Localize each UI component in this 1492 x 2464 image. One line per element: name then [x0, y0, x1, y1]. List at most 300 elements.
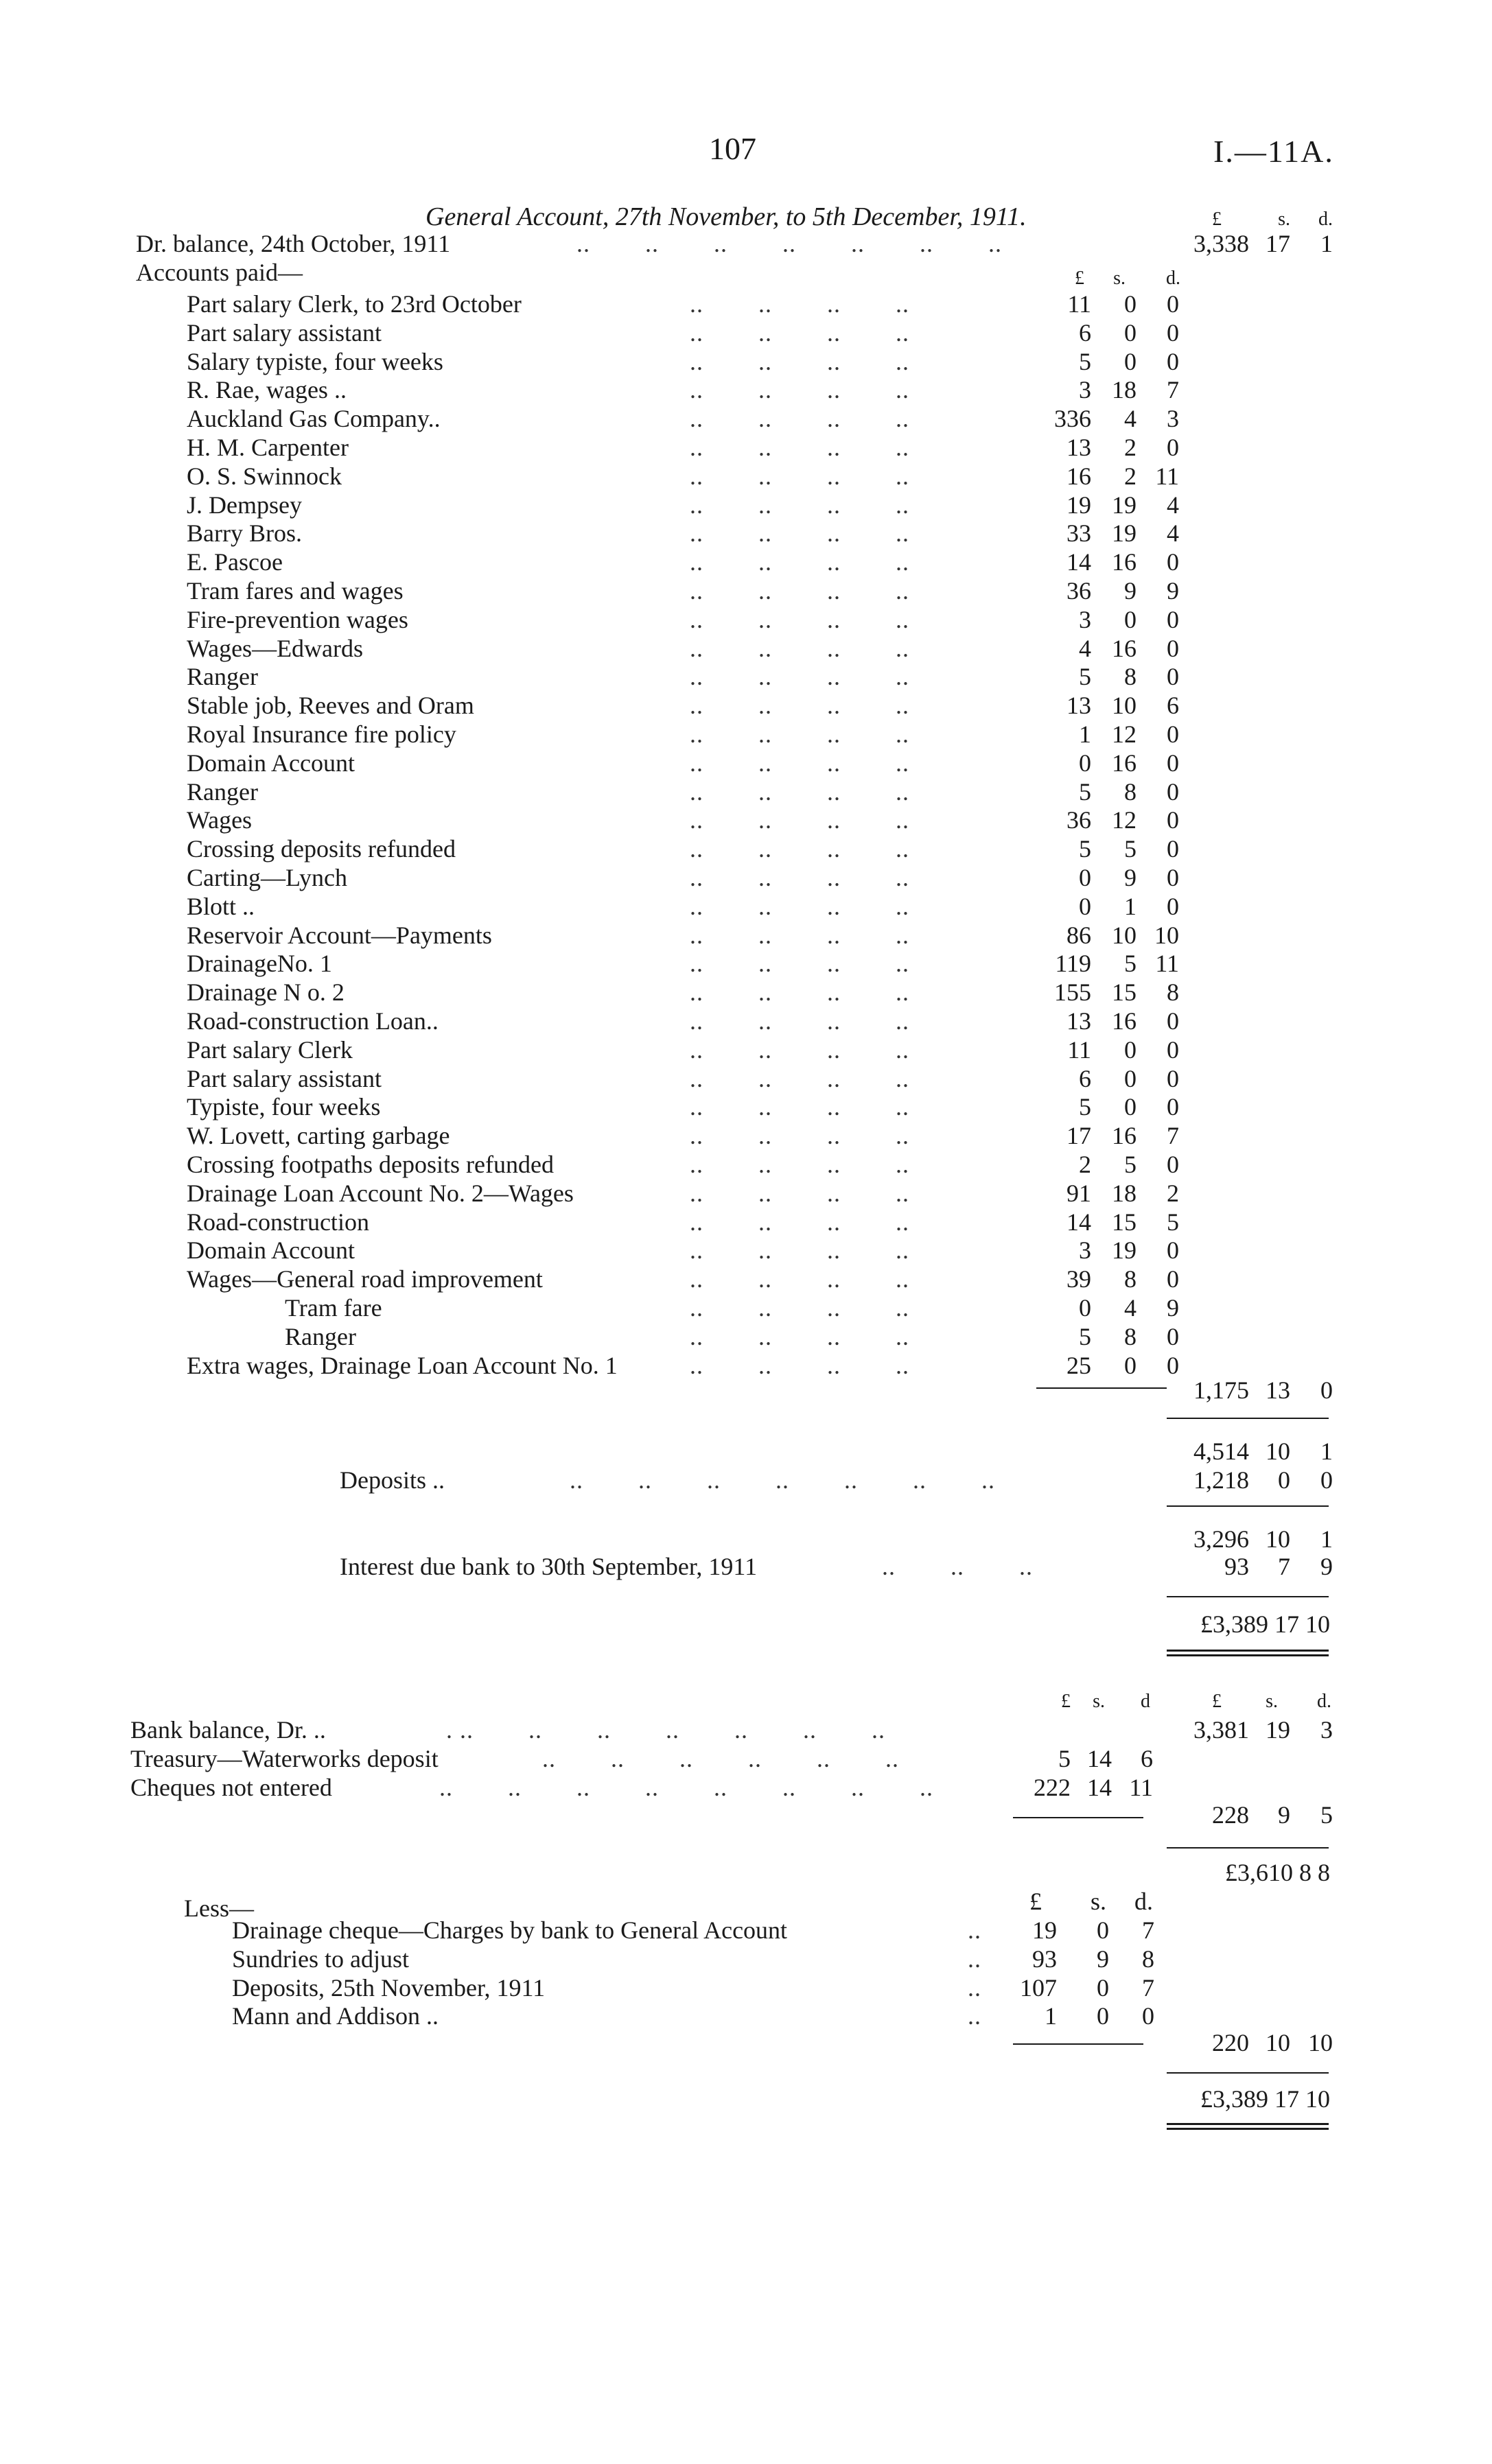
payment-pounds: 4 [1079, 635, 1091, 662]
bank-sum-pence: 5 [1320, 1801, 1333, 1829]
opening-pence: 1 [1320, 230, 1333, 257]
payment-label: Ranger [187, 778, 258, 806]
leader-dots: .. .. .. .. [690, 1236, 909, 1264]
payment-pounds: 14 [1066, 1208, 1091, 1236]
deposits-row [0, 1466, 1492, 1494]
leader-dots: .. .. .. .. [690, 1352, 909, 1379]
payment-label: Royal Insurance fire policy [187, 720, 456, 748]
leader-dots: .. .. .. .. [690, 1208, 909, 1236]
payment-row [0, 404, 1492, 433]
payment-shillings: 0 [1124, 319, 1137, 347]
payment-row [0, 691, 1492, 720]
payment-label: Blott .. [187, 893, 255, 920]
treasury-shillings: 14 [1087, 1745, 1112, 1772]
payment-label: Wages [187, 806, 253, 834]
payment-label: Domain Account [187, 749, 355, 777]
subtotal1-pounds: 4,514 [1193, 1438, 1249, 1465]
payment-pence: 0 [1167, 1007, 1179, 1035]
payment-shillings: 8 [1124, 1323, 1137, 1350]
cheques-shillings: 14 [1087, 1774, 1112, 1801]
leader-dots: .. [968, 1945, 981, 1973]
payment-shillings: 0 [1124, 606, 1137, 633]
col-header-pence: d. [1318, 209, 1333, 230]
leader-dots: .. .. .. .. [690, 950, 909, 977]
leader-dots: .. .. .. .. [690, 491, 909, 519]
payment-pounds: 155 [1054, 978, 1091, 1006]
payment-pounds: 0 [1079, 1294, 1091, 1322]
less-total-rule [1167, 2072, 1329, 2074]
payment-label: Domain Account [187, 1236, 355, 1264]
final-total: £3,389 17 10 [1200, 2085, 1330, 2113]
leader-dots: .. .. .. .. [690, 835, 909, 863]
bank-balance-pence: 3 [1320, 1716, 1333, 1744]
payment-pence: 3 [1167, 405, 1179, 432]
payment-pence: 11 [1155, 950, 1179, 977]
inner-header-pounds: £ [1075, 268, 1084, 289]
payment-label: Wages—General road improvement [187, 1265, 543, 1293]
less-item-pence: 7 [1142, 1916, 1154, 1944]
leader-dots: .. .. .. .. [690, 1007, 909, 1035]
less-item-pence: 7 [1142, 1974, 1154, 2002]
payment-label: Fire-prevention wages [187, 606, 408, 633]
payment-pounds: 5 [1079, 1093, 1091, 1120]
interest-shillings: 7 [1278, 1553, 1290, 1580]
payment-shillings: 0 [1124, 1093, 1137, 1120]
leader-dots: .. .. .. .. [690, 606, 909, 633]
less-row [0, 1916, 1492, 1945]
payment-row [0, 1236, 1492, 1265]
payment-pounds: 39 [1066, 1265, 1091, 1293]
less-item-pounds: 1 [1045, 2002, 1057, 2030]
leader-dots: . .. .. .. .. .. .. .. [446, 1716, 885, 1744]
leader-dots: .. .. .. [882, 1553, 1033, 1580]
payment-pence: 0 [1167, 1065, 1179, 1092]
col-header-pounds: £ [1212, 209, 1222, 230]
payment-pence: 0 [1167, 864, 1179, 891]
payment-pence: 0 [1167, 720, 1179, 748]
subtotal1-rule [1167, 1418, 1329, 1419]
leader-dots: .. .. .. .. [690, 319, 909, 347]
payment-row [0, 720, 1492, 749]
payments-total-pence: 0 [1320, 1376, 1333, 1404]
less-sum-row [0, 2028, 1492, 2057]
payment-label: Ranger [285, 1323, 356, 1350]
less-item-pounds: 19 [1032, 1916, 1057, 1944]
leader-dots: .. .. .. .. [690, 1065, 909, 1092]
payment-pounds: 11 [1067, 1036, 1091, 1064]
payment-pence: 0 [1167, 835, 1179, 863]
leader-dots: .. .. .. .. [690, 720, 909, 748]
payment-pence: 0 [1167, 290, 1179, 318]
treasury-label: Treasury—Waterworks deposit [130, 1745, 439, 1772]
bank-balance-shillings: 19 [1266, 1716, 1290, 1744]
leader-dots: .. .. .. .. [690, 290, 909, 318]
payment-label: Salary typiste, four weeks [187, 348, 443, 375]
payment-row [0, 1179, 1492, 1208]
less-item-pence: 8 [1142, 1945, 1154, 1973]
bank-balance-pounds: 3,381 [1193, 1716, 1249, 1744]
payment-shillings: 9 [1124, 577, 1137, 605]
payment-shillings: 8 [1124, 778, 1137, 806]
bank-outer-header-pounds: £ [1212, 1691, 1222, 1712]
payment-row [0, 834, 1492, 863]
payment-label: W. Lovett, carting garbage [187, 1122, 450, 1149]
payment-pounds: 16 [1066, 462, 1091, 490]
payment-pounds: 13 [1066, 692, 1091, 719]
payment-row [0, 1035, 1492, 1064]
payment-pence: 0 [1167, 663, 1179, 690]
payment-shillings: 19 [1112, 491, 1137, 519]
payment-pounds: 5 [1079, 663, 1091, 690]
less-item-pence: 0 [1142, 2002, 1154, 2030]
less-row [0, 1945, 1492, 1973]
payment-row [0, 892, 1492, 921]
deposits-label: Deposits .. [340, 1466, 445, 1494]
payment-shillings: 5 [1124, 835, 1137, 863]
interest-pounds: 93 [1224, 1553, 1249, 1580]
payment-label: H. M. Carpenter [187, 434, 349, 461]
less-item-label: Mann and Addison .. [232, 2002, 439, 2030]
less-header-pounds: £ [1029, 1888, 1042, 1915]
cheques-pence: 11 [1129, 1774, 1153, 1801]
payment-pence: 4 [1167, 519, 1179, 547]
payment-pence: 4 [1167, 491, 1179, 519]
inner-header-shillings: s. [1113, 268, 1126, 289]
payment-shillings: 0 [1124, 1352, 1137, 1379]
payment-pence: 10 [1154, 922, 1179, 949]
payment-label: Part salary assistant [187, 1065, 382, 1092]
bank-total: £3,610 8 8 [1225, 1859, 1330, 1886]
deposits-pounds: 1,218 [1193, 1466, 1249, 1494]
payment-shillings: 8 [1124, 663, 1137, 690]
leader-dots: .. .. .. .. [690, 1036, 909, 1064]
bank-inner-header-pence: d [1141, 1691, 1150, 1712]
payment-row [0, 433, 1492, 462]
less-item-pounds: 93 [1032, 1945, 1057, 1973]
payment-label: Tram fares and wages [187, 577, 404, 605]
payment-shillings: 2 [1124, 434, 1137, 461]
less-item-shillings: 9 [1097, 1945, 1109, 1973]
payment-pounds: 6 [1079, 1065, 1091, 1092]
payment-shillings: 12 [1112, 720, 1137, 748]
cheques-pounds: 222 [1034, 1774, 1071, 1801]
payment-row [0, 777, 1492, 806]
opening-balance-row [0, 229, 1492, 258]
payment-shillings: 5 [1124, 950, 1137, 977]
payment-row [0, 347, 1492, 376]
payment-label: Crossing footpaths deposits refunded [187, 1151, 554, 1178]
leader-dots: .. .. .. .. [690, 806, 909, 834]
payment-shillings: 8 [1124, 1265, 1137, 1293]
payment-pounds: 11 [1067, 290, 1091, 318]
payment-pence: 0 [1167, 1093, 1179, 1120]
payment-shillings: 0 [1124, 1065, 1137, 1092]
payment-pounds: 119 [1055, 950, 1091, 977]
payment-label: DrainageNo. 1 [187, 950, 332, 977]
payment-label: Drainage Loan Account No. 2—Wages [187, 1180, 574, 1207]
payment-pence: 0 [1167, 806, 1179, 834]
payment-pence: 11 [1155, 462, 1179, 490]
payment-row [0, 978, 1492, 1007]
payment-row [0, 749, 1492, 777]
leader-dots: .. .. .. .. [690, 1093, 909, 1120]
less-item-shillings: 0 [1097, 1916, 1109, 1944]
payment-label: Ranger [187, 663, 258, 690]
leader-dots: .. .. .. .. [690, 692, 909, 719]
payment-label: Reservoir Account—Payments [187, 922, 492, 949]
payment-pence: 0 [1167, 319, 1179, 347]
payment-pounds: 14 [1066, 548, 1091, 576]
payment-pence: 0 [1167, 1323, 1179, 1350]
payment-row [0, 1092, 1492, 1121]
payment-label: Road-construction [187, 1208, 369, 1236]
payment-row [0, 375, 1492, 404]
payment-label: Stable job, Reeves and Oram [187, 692, 474, 719]
payment-shillings: 18 [1112, 376, 1137, 403]
payments-total-row [0, 1376, 1492, 1405]
payment-label: Wages—Edwards [187, 635, 364, 662]
payment-row [0, 491, 1492, 519]
payment-pounds: 13 [1066, 1007, 1091, 1035]
payment-pounds: 5 [1079, 1323, 1091, 1350]
payment-label: Drainage N o. 2 [187, 978, 345, 1006]
payment-shillings: 15 [1112, 1208, 1137, 1236]
subtotal2-shillings: 10 [1266, 1525, 1290, 1553]
leader-dots: .. .. .. .. .. .. [542, 1745, 899, 1772]
payment-pence: 5 [1167, 1208, 1179, 1236]
payment-row [0, 863, 1492, 892]
bank-balance-label: Bank balance, Dr. .. [130, 1716, 326, 1744]
payment-shillings: 19 [1112, 1236, 1137, 1264]
payment-pence: 0 [1167, 348, 1179, 375]
leader-dots: .. [968, 1916, 981, 1944]
leader-dots: .. .. .. .. [690, 893, 909, 920]
deposits-shillings: 0 [1278, 1466, 1290, 1494]
payment-shillings: 12 [1112, 806, 1137, 834]
payment-row [0, 1121, 1492, 1150]
payment-pence: 0 [1167, 434, 1179, 461]
accounts-paid-label: Accounts paid— [136, 259, 303, 286]
leader-dots: .. [968, 1974, 981, 2002]
payment-shillings: 4 [1124, 405, 1137, 432]
payment-pence: 0 [1167, 1352, 1179, 1379]
interest-row [0, 1552, 1492, 1581]
payment-row [0, 1150, 1492, 1179]
payment-pounds: 5 [1079, 778, 1091, 806]
payment-pence: 0 [1167, 1151, 1179, 1178]
payment-row [0, 290, 1492, 318]
payment-pounds: 6 [1079, 319, 1091, 347]
less-header-pence: d. [1134, 1888, 1153, 1915]
payment-shillings: 4 [1124, 1294, 1137, 1322]
leader-dots: .. .. .. .. .. .. .. [576, 230, 1002, 257]
payment-label: Road-construction Loan.. [187, 1007, 439, 1035]
payment-pounds: 0 [1079, 749, 1091, 777]
payment-pounds: 86 [1066, 922, 1091, 949]
payment-shillings: 0 [1124, 1036, 1137, 1064]
subtotal2-pounds: 3,296 [1193, 1525, 1249, 1553]
payment-pence: 9 [1167, 1294, 1179, 1322]
bank-sum-row [0, 1800, 1492, 1829]
payment-row [0, 1064, 1492, 1093]
payment-pounds: 36 [1066, 806, 1091, 834]
final-total-double-rule [1167, 2123, 1329, 2130]
leader-dots: .. .. .. .. [690, 376, 909, 403]
payment-shillings: 1 [1124, 893, 1137, 920]
payment-row [0, 1293, 1492, 1322]
payment-pence: 7 [1167, 376, 1179, 403]
payment-row [0, 576, 1492, 605]
payment-row [0, 318, 1492, 347]
payment-row [0, 662, 1492, 691]
payment-pounds: 13 [1066, 434, 1091, 461]
grand-total: £3,389 17 10 [1200, 1610, 1330, 1638]
col-header-shillings: s. [1278, 209, 1290, 230]
payment-pounds: 36 [1066, 577, 1091, 605]
bank-inner-header-shillings: s. [1093, 1691, 1105, 1712]
bank-total-rule [1167, 1847, 1329, 1849]
payment-row [0, 548, 1492, 576]
less-item-label: Drainage cheque—Charges by bank to General Account [232, 1916, 788, 1944]
payment-row [0, 1007, 1492, 1035]
grand-total-double-rule [1167, 1650, 1329, 1656]
payment-pounds: 91 [1066, 1180, 1091, 1207]
less-sum-shillings: 10 [1266, 2029, 1290, 2056]
payment-shillings: 16 [1112, 749, 1137, 777]
payment-label: R. Rae, wages .. [187, 376, 347, 403]
payment-row [0, 921, 1492, 950]
leader-dots: .. .. .. .. .. .. .. [570, 1466, 995, 1494]
payment-label: Carting—Lynch [187, 864, 347, 891]
payment-pounds: 3 [1079, 1236, 1091, 1264]
less-sum-pounds: 220 [1212, 2029, 1249, 2056]
payment-label: E. Pascoe [187, 548, 283, 576]
payment-shillings: 5 [1124, 1151, 1137, 1178]
opening-shillings: 17 [1266, 230, 1290, 257]
leader-dots: .. .. .. .. [690, 663, 909, 690]
leader-dots: .. .. .. .. [690, 749, 909, 777]
leader-dots: .. .. .. .. [690, 1122, 909, 1149]
payment-pence: 7 [1167, 1122, 1179, 1149]
leader-dots: .. .. .. .. [690, 405, 909, 432]
payment-label: Crossing deposits refunded [187, 835, 456, 863]
payment-label: Extra wages, Drainage Loan Account No. 1 [187, 1352, 618, 1379]
payment-shillings: 16 [1112, 548, 1137, 576]
payment-shillings: 0 [1124, 348, 1137, 375]
payment-pence: 0 [1167, 1236, 1179, 1264]
leader-dots: .. .. .. .. .. .. .. .. [439, 1774, 933, 1801]
less-header-shillings: s. [1090, 1888, 1106, 1915]
payment-pence: 2 [1167, 1180, 1179, 1207]
payment-label: Tram fare [285, 1294, 382, 1322]
less-item-label: Sundries to adjust [232, 1945, 409, 1973]
payment-pence: 0 [1167, 606, 1179, 633]
payment-shillings: 2 [1124, 462, 1137, 490]
payment-label: O. S. Swinnock [187, 462, 342, 490]
payment-shillings: 16 [1112, 635, 1137, 662]
payment-row [0, 519, 1492, 548]
payment-pounds: 19 [1066, 491, 1091, 519]
leader-dots: .. .. .. .. [690, 778, 909, 806]
interest-pence: 9 [1320, 1553, 1333, 1580]
payment-row [0, 949, 1492, 978]
less-item-pounds: 107 [1020, 1974, 1057, 2002]
payment-pounds: 3 [1079, 376, 1091, 403]
account-heading: General Account, 27th November, to 5th December, 1911. [426, 202, 1027, 231]
payment-pence: 0 [1167, 548, 1179, 576]
payment-pence: 0 [1167, 1265, 1179, 1293]
payment-pence: 0 [1167, 749, 1179, 777]
payment-shillings: 15 [1112, 978, 1137, 1006]
payment-pence: 0 [1167, 778, 1179, 806]
leader-dots: .. .. .. .. [690, 635, 909, 662]
payment-pence: 6 [1167, 692, 1179, 719]
interest-label: Interest due bank to 30th September, 1911 [340, 1553, 758, 1580]
leader-dots: .. .. .. .. [690, 978, 909, 1006]
treasury-pounds: 5 [1058, 1745, 1071, 1772]
payment-shillings: 16 [1112, 1007, 1137, 1035]
payment-pounds: 33 [1066, 519, 1091, 547]
payment-label: Barry Bros. [187, 519, 302, 547]
payment-shillings: 19 [1112, 519, 1137, 547]
payment-pounds: 2 [1079, 1151, 1091, 1178]
bank-outer-header-shillings: s. [1266, 1691, 1278, 1712]
leader-dots: .. .. .. .. [690, 1180, 909, 1207]
payment-shillings: 10 [1112, 922, 1137, 949]
leader-dots: .. .. .. .. [690, 577, 909, 605]
treasury-pence: 6 [1141, 1745, 1153, 1772]
leader-dots: .. .. .. .. [690, 922, 909, 949]
grand-total-rule [1167, 1596, 1329, 1597]
payment-label: Part salary Clerk, to 23rd October [187, 290, 522, 318]
leader-dots: .. .. .. .. [690, 864, 909, 891]
payment-pounds: 0 [1079, 893, 1091, 920]
bank-balance-row [0, 1715, 1492, 1744]
payment-label: Auckland Gas Company.. [187, 405, 441, 432]
leader-dots: .. .. .. .. [690, 1323, 909, 1350]
page-number: 107 [709, 131, 756, 166]
payment-shillings: 0 [1124, 290, 1137, 318]
payment-row [0, 462, 1492, 491]
subtotal1-shillings: 10 [1266, 1438, 1290, 1465]
bank-sum-shillings: 9 [1278, 1801, 1290, 1829]
leader-dots: .. .. .. .. [690, 548, 909, 576]
less-item-label: Deposits, 25th November, 1911 [232, 1974, 546, 2002]
payment-pence: 0 [1167, 1036, 1179, 1064]
leader-dots: .. .. .. .. [690, 462, 909, 490]
payments-total-shillings: 13 [1266, 1376, 1290, 1404]
payment-row [0, 1208, 1492, 1236]
payment-pounds: 5 [1079, 835, 1091, 863]
payment-row [0, 634, 1492, 663]
less-item-shillings: 0 [1097, 1974, 1109, 2002]
bank-inner-header-pounds: £ [1061, 1691, 1071, 1712]
less-row [0, 2002, 1492, 2030]
leader-dots: .. .. .. .. [690, 519, 909, 547]
payment-shillings: 18 [1112, 1180, 1137, 1207]
payment-pence: 8 [1167, 978, 1179, 1006]
subtotal2-rule [1167, 1505, 1329, 1507]
payments-total-pounds: 1,175 [1193, 1376, 1249, 1404]
payment-label: Typiste, four weeks [187, 1093, 381, 1120]
payment-shillings: 9 [1124, 864, 1137, 891]
opening-balance-label: Dr. balance, 24th October, 1911 [136, 230, 451, 257]
less-item-shillings: 0 [1097, 2002, 1109, 2030]
leader-dots: .. .. .. .. [690, 434, 909, 461]
payment-pounds: 0 [1079, 864, 1091, 891]
inner-header-pence: d. [1166, 268, 1180, 289]
payment-label: Part salary assistant [187, 319, 382, 347]
